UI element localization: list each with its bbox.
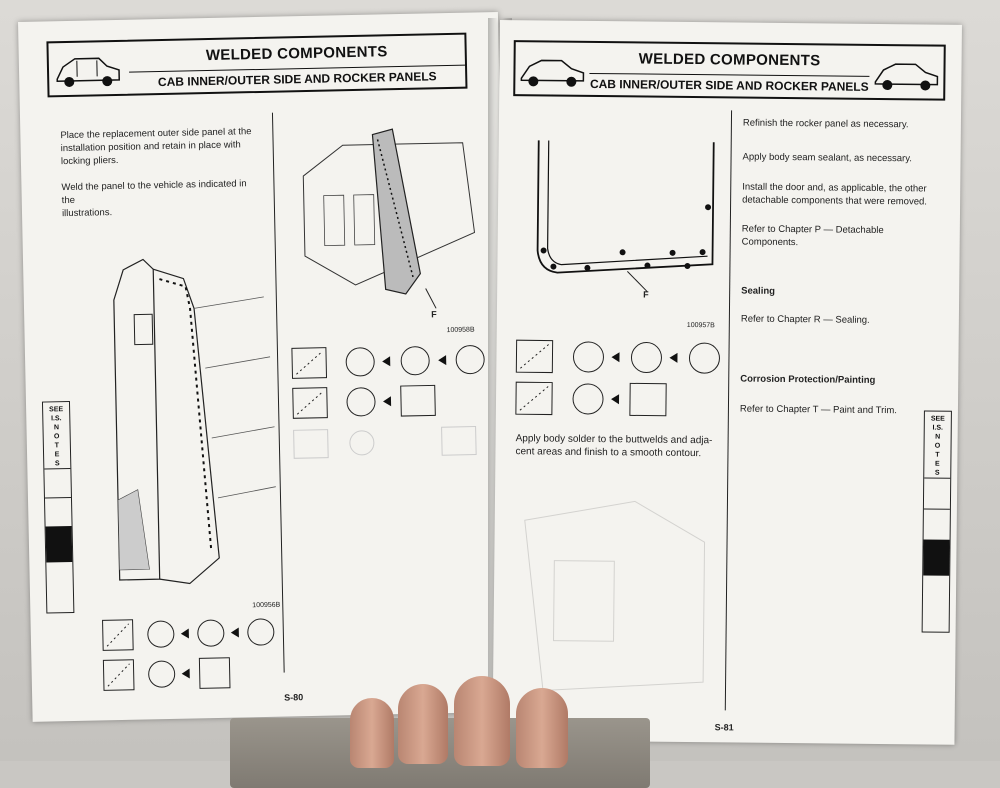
callout-f-left: F: [431, 309, 437, 320]
left-paragraph-place: Place the replacement outer side panel at the installation position and retain in place with locking pliers.: [60, 126, 252, 168]
see-notes-label: SEE I.S. N O T E S: [49, 406, 64, 468]
solder-sequence-icons: [514, 338, 725, 430]
solder-paragraph: Apply body solder to the buttwelds and adja- cent areas and finish to a smooth contour.: [515, 433, 713, 460]
left-paragraph-weld: Weld the panel to the vehicle as indicated in the illustrations.: [61, 178, 247, 220]
right-header-subtitle: CAB INNER/OUTER SIDE AND ROCKER PANELS: [589, 76, 869, 94]
rocker-panel-illustration: [527, 130, 719, 312]
install-door-paragraph: Install the door and, as applicable, the other detachable components that were removed.: [742, 181, 928, 208]
right-see-notes-tab[interactable]: [922, 410, 952, 632]
seam-sealant-paragraph: Apply body seam sealant, as necessary.: [742, 151, 912, 165]
truck-cab-icon: [53, 48, 124, 93]
corrosion-heading: Corrosion Protection/Painting: [740, 373, 876, 386]
finger-3: [454, 676, 510, 766]
callout-f-right: F: [643, 289, 649, 300]
refer-chapter-t: Refer to Chapter T — Paint and Trim.: [739, 403, 897, 417]
weld-sequence-icons: [290, 340, 492, 464]
left-see-notes-tab[interactable]: [42, 401, 74, 614]
figure-number-small: 100958B: [446, 326, 475, 335]
weld-procedure-icons: [101, 614, 293, 698]
left-header-subtitle: CAB INNER/OUTER SIDE AND ROCKER PANELS: [157, 69, 437, 90]
show-through-illustration: [513, 480, 725, 712]
refer-chapter-r: Refer to Chapter R — Sealing.: [740, 313, 870, 326]
cab-side-illustration: [282, 112, 486, 326]
index-black-tab-right: [923, 539, 949, 575]
left-page: [18, 12, 513, 722]
left-header-title: WELDED COMPONENTS: [128, 35, 465, 73]
left-page-number: S-80: [284, 692, 304, 703]
index-black-tab: [46, 526, 73, 563]
right-page-number: S-81: [714, 722, 734, 733]
finger-4: [516, 688, 568, 768]
right-column-divider: [725, 110, 732, 710]
left-header: [46, 33, 467, 98]
see-notes-label-right: SEE I.S. N O T E S: [930, 415, 945, 477]
refer-chapter-p: Refer to Chapter P — Detachable Components.: [741, 223, 884, 249]
car-side-icon-right: [871, 52, 941, 97]
finger-2: [398, 684, 448, 764]
car-side-icon-left: [517, 48, 587, 93]
right-page: [492, 20, 962, 745]
figure-number-right: 100957B: [686, 321, 715, 330]
right-header: [513, 40, 946, 101]
outer-panel-illustration: [93, 237, 280, 601]
refinish-paragraph: Refinish the rocker panel as necessary.: [742, 117, 909, 131]
right-header-title: WELDED COMPONENTS: [589, 43, 869, 77]
sealing-heading: Sealing: [741, 285, 776, 297]
finger-1: [350, 698, 394, 768]
figure-number-large: 100956B: [252, 601, 281, 610]
